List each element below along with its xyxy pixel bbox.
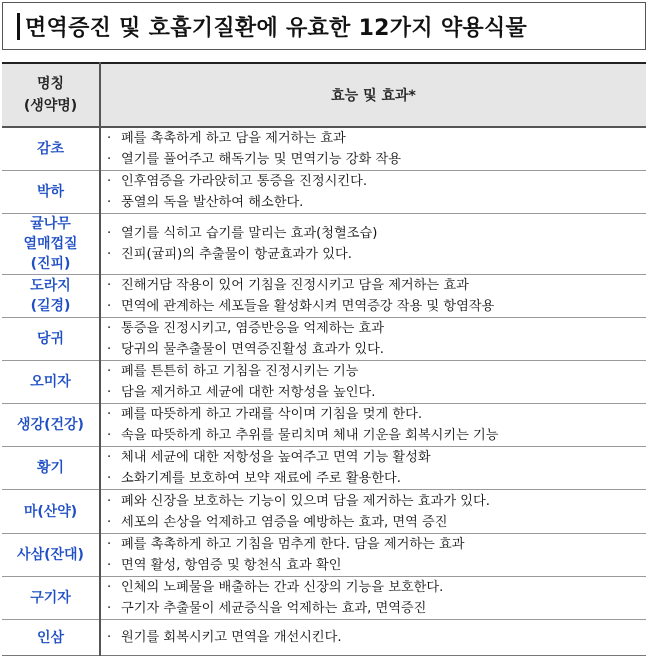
herb-effects	[100, 318, 646, 361]
herb-name	[2, 577, 100, 620]
table-row	[2, 620, 646, 656]
effect-text: 폐를 튼튼히 하고 기침을 진정시키는 기능	[121, 364, 359, 379]
effect-item	[107, 128, 646, 149]
table-row	[2, 318, 646, 361]
table-row	[2, 447, 646, 490]
table-row	[2, 577, 646, 620]
bullet-dot: ·	[107, 630, 112, 645]
effect-text: 인후염증을 가라앉히고 통증을 진정시킨다.	[121, 174, 368, 189]
herb-name	[2, 361, 100, 404]
effect-item	[107, 171, 646, 192]
header-name-line: 명칭	[36, 76, 65, 92]
table-row	[2, 214, 646, 275]
herb-table	[2, 62, 646, 656]
herb-name-line: 박하	[36, 184, 65, 200]
herb-effects	[100, 275, 646, 318]
bullet-dot: ·	[107, 537, 112, 552]
effect-item	[107, 192, 646, 213]
title-bar	[2, 2, 646, 50]
effect-text: 열기를 풀어주고 해독기능 및 면역기능 강화 작용	[121, 152, 401, 167]
herb-name	[2, 534, 100, 577]
herb-effects	[100, 447, 646, 490]
header-effect: 효능 및 효과*	[100, 63, 646, 127]
bullet-dot: ·	[107, 407, 112, 422]
bullet-dot: ·	[107, 493, 112, 509]
herb-name-line: 구기자	[30, 590, 71, 606]
effect-item	[107, 627, 646, 648]
bullet-dot: ·	[107, 364, 112, 379]
effect-item	[107, 534, 646, 555]
herb-name	[2, 447, 100, 490]
bullet-dot: ·	[107, 321, 112, 336]
herb-name-line: 도라지	[30, 278, 71, 294]
effect-text: 세포의 손상을 억제하고 염증을 예방하는 효과, 면역 증진	[121, 514, 448, 530]
effect-text: 진피(귤피)의 추출물이 항균효과가 있다.	[121, 247, 352, 262]
herb-effects	[100, 214, 646, 275]
effect-text: 면역 활성, 항염증 및 항천식 효과 확인	[121, 558, 342, 573]
page-title: 면역증진 및 호흡기질환에 유효한 12가지 약용식물	[25, 16, 528, 41]
header-name-sub: (생약명)	[23, 98, 78, 114]
effect-text: 폐를 촉촉하게 하고 담을 제거하는 효과	[121, 131, 346, 146]
effect-text: 폐를 따뜻하게 하고 가래를 삭이며 기침을 멎게 한다.	[121, 407, 423, 422]
table-row	[2, 275, 646, 318]
table-row	[2, 490, 646, 534]
effect-text: 속을 따뜻하게 하고 추위를 물리치며 체내 기운을 회복시키는 기능	[121, 428, 499, 443]
bullet-dot: ·	[107, 580, 112, 595]
effect-item	[107, 512, 646, 533]
effect-text: 폐와 신장을 보호하는 기능이 있으며 담을 제거하는 효과가 있다.	[121, 493, 490, 509]
herb-name	[2, 214, 100, 275]
bullet-dot: ·	[107, 152, 112, 167]
herb-effects	[100, 577, 646, 620]
effect-item	[107, 468, 646, 489]
effect-item	[107, 296, 646, 317]
herb-name-line: 당귀	[36, 331, 65, 347]
herb-name-line: 열매껍질	[23, 236, 78, 252]
herb-name-line: 감초	[36, 141, 65, 157]
effect-item	[107, 244, 646, 265]
effect-text: 통증을 진정시키고, 염증반응을 억제하는 효과	[121, 321, 385, 336]
herb-name-line: (진피)	[30, 256, 71, 272]
herb-name-line: 마(산약)	[23, 503, 78, 520]
effect-item	[107, 318, 646, 339]
effect-text: 당귀의 물추출물이 면역증진활성 효과가 있다.	[121, 342, 385, 357]
bullet-dot: ·	[107, 195, 112, 210]
effect-text: 인체의 노폐물을 배출하는 간과 신장의 기능을 보호한다.	[121, 580, 444, 595]
bullet-dot: ·	[107, 450, 112, 465]
herb-effects	[100, 490, 646, 534]
herb-name	[2, 620, 100, 656]
bullet-dot: ·	[107, 471, 112, 486]
bullet-dot: ·	[107, 278, 112, 293]
effect-item	[107, 598, 646, 619]
effect-item	[107, 382, 646, 403]
effect-item	[107, 555, 646, 576]
bullet-dot: ·	[107, 174, 112, 189]
effect-text: 원기를 회복시키고 면역을 개선시킨다.	[121, 630, 342, 645]
effect-text: 열기를 식히고 습기를 말리는 효과(청혈조습)	[121, 226, 378, 241]
herb-name	[2, 171, 100, 214]
effect-item	[107, 425, 646, 446]
effect-item	[107, 339, 646, 360]
table-row	[2, 127, 646, 171]
effect-text: 소화기계를 보호하여 보약 재료에 주로 활용한다.	[121, 471, 401, 486]
table-row	[2, 171, 646, 214]
herb-name-line: (길경)	[30, 298, 71, 314]
effect-item	[107, 149, 646, 170]
bullet-dot: ·	[107, 247, 112, 262]
herb-effects	[100, 534, 646, 577]
bullet-dot: ·	[107, 226, 112, 241]
bullet-dot: ·	[107, 428, 112, 443]
effect-text: 풍열의 독을 발산하여 해소한다.	[121, 195, 304, 210]
effect-text: 진해거담 작용이 있어 기침을 진정시키고 담을 제거하는 효과	[121, 278, 469, 293]
effect-item	[107, 275, 646, 296]
herb-effects	[100, 404, 646, 447]
table-row	[2, 361, 646, 404]
table-row	[2, 534, 646, 577]
herb-name	[2, 404, 100, 447]
effect-item	[107, 577, 646, 598]
bullet-dot: ·	[107, 299, 112, 314]
effect-text: 면역에 관계하는 세포들을 활성화시켜 면역증강 작용 및 항염작용	[121, 299, 495, 314]
herb-name	[2, 275, 100, 318]
bullet-dot: ·	[107, 131, 112, 146]
herb-name-line: 인삼	[36, 629, 65, 646]
herb-effects	[100, 361, 646, 404]
bullet-dot: ·	[107, 558, 112, 573]
herb-name	[2, 127, 100, 171]
herb-effects	[100, 171, 646, 214]
herb-name-line: 귤나무	[30, 216, 71, 232]
herb-name-line: 생강(건강)	[17, 417, 84, 433]
bullet-dot: ·	[107, 385, 112, 400]
bullet-dot: ·	[107, 342, 112, 357]
herb-effects	[100, 127, 646, 171]
effect-item	[107, 447, 646, 468]
herb-effects	[100, 620, 646, 656]
herb-name	[2, 490, 100, 534]
effect-text: 폐를 촉촉하게 하고 기침을 멈추게 한다. 담을 제거하는 효과	[121, 537, 465, 552]
effect-text: 구기자 추출물이 세균증식을 억제하는 효과, 면역증진	[121, 601, 427, 616]
effect-text: 체내 세균에 대한 저항성을 높여주고 면역 기능 활성화	[121, 450, 431, 465]
effect-text: 담을 제거하고 세균에 대한 저항성을 높인다.	[121, 385, 376, 400]
herb-name-line: 황기	[36, 460, 65, 476]
effect-item	[107, 491, 646, 512]
bullet-dot: ·	[107, 514, 112, 530]
header-name	[2, 63, 100, 127]
herb-name-line: 오미자	[30, 374, 71, 390]
title-accent-bar	[17, 13, 20, 40]
effect-item	[107, 361, 646, 382]
effect-item	[107, 223, 646, 244]
effect-item	[107, 404, 646, 425]
table-row	[2, 404, 646, 447]
herb-name	[2, 318, 100, 361]
herb-name-line: 사삼(잔대)	[17, 547, 84, 563]
bullet-dot: ·	[107, 601, 112, 616]
table-header-row	[2, 63, 646, 127]
